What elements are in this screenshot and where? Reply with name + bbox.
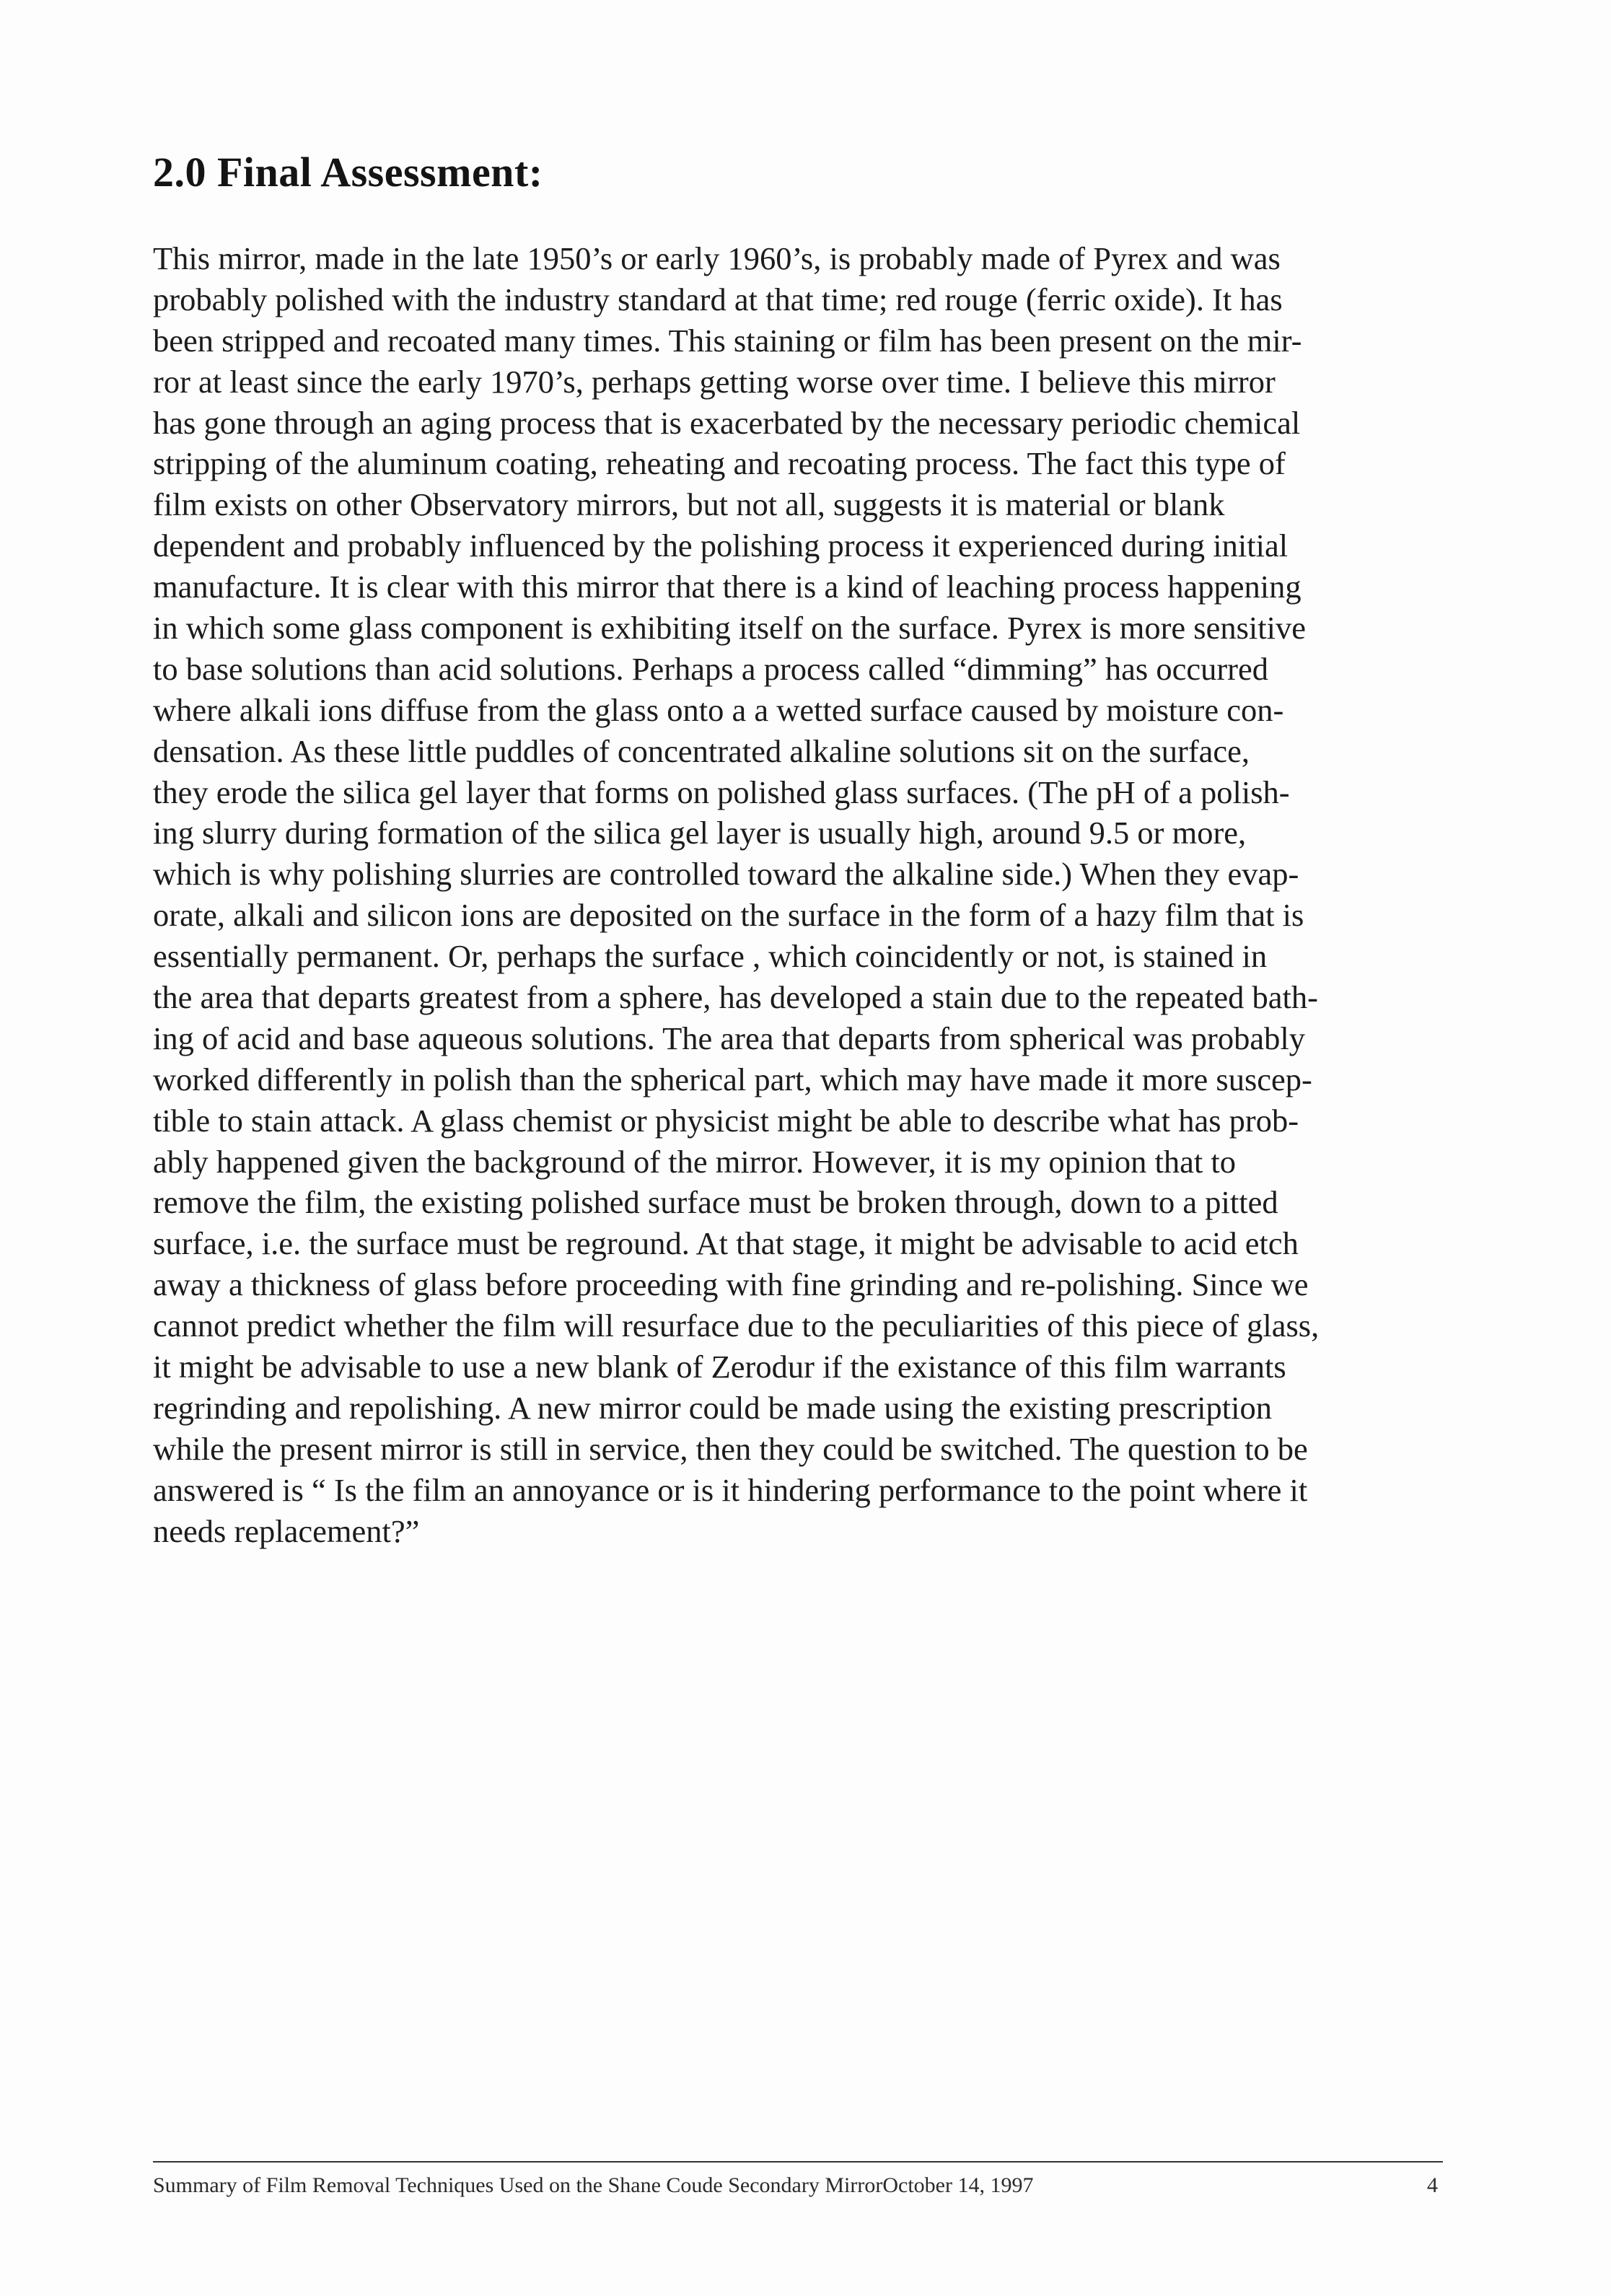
footer-title: Summary of Film Removal Techniques Used on the Shane Coude Secondary MirrorOctober 14, 1997 (153, 2173, 1034, 2197)
paragraph-line: to base solutions than acid solutions. Perhaps a process called “dimming” has occurred (153, 650, 1268, 687)
paragraph-line: been stripped and recoated many times. This staining or film has been present on the mir- (153, 322, 1302, 359)
paragraph-line: where alkali ions diffuse from the glass onto a a wetted surface caused by moisture con- (153, 691, 1284, 728)
paragraph-line: stripping of the aluminum coating, reheating and recoating process. The fact this type of (153, 445, 1286, 482)
paragraph-line: essentially permanent. Or, perhaps the surface , which coincidently or not, is stained in (153, 938, 1268, 975)
paragraph-line: ror at least since the early 1970’s, perhaps getting worse over time. I believe this mirror (153, 363, 1276, 400)
paragraph-line: regrinding and repolishing. A new mirror could be made using the existing prescription (153, 1389, 1273, 1426)
paragraph-line: densation. As these little puddles of concentrated alkaline solutions sit on the surface, (153, 732, 1250, 769)
paragraph-line: they erode the silica gel layer that forms on polished glass surfaces. (The pH of a polish- (153, 774, 1290, 810)
paragraph-line: cannot predict whether the film will resurface due to the peculiarities of this piece of glass, (153, 1307, 1320, 1344)
paragraph-line: the area that departs greatest from a sphere, has developed a stain due to the repeated bath- (153, 979, 1318, 1016)
paragraph-line: ing slurry during formation of the silica gel layer is usually high, around 9.5 or more, (153, 815, 1247, 851)
paragraph-line: ing of acid and base aqueous solutions. The area that departs from spherical was probably (153, 1020, 1305, 1056)
paragraph-line: while the present mirror is still in service, then they could be switched. The question to be (153, 1430, 1308, 1467)
paragraph-line: surface, i.e. the surface must be reground. At that stage, it might be advisable to acid etch (153, 1225, 1299, 1262)
paragraph-line: in which some glass component is exhibiting itself on the surface. Pyrex is more sensitive (153, 610, 1307, 647)
paragraph-line: orate, alkali and silicon ions are deposited on the surface in the form of a hazy film that is (153, 897, 1304, 934)
paragraph-line: remove the film, the existing polished surface must be broken through, down to a pitted (153, 1184, 1278, 1221)
footer-divider (153, 2161, 1443, 2163)
paragraph-line: probably polished with the industry standard at that time; red rouge (ferric oxide). It has (153, 281, 1283, 317)
paragraph-line: film exists on other Observatory mirrors, but not all, suggests it is material or blank (153, 486, 1225, 523)
paragraph-line: away a thickness of glass before proceeding with fine grinding and re-polishing. Since we (153, 1266, 1309, 1303)
paragraph-line: dependent and probably influenced by the polishing process it experienced during initial (153, 527, 1289, 564)
paragraph-line: tible to stain attack. A glass chemist or physicist might be able to describe what has prob- (153, 1102, 1299, 1139)
assessment-paragraph (153, 238, 1452, 1552)
paragraph-line: it might be advisable to use a new blank of Zerodur if the existance of this film warrants (153, 1349, 1286, 1385)
paragraph-line: ably happened given the background of the mirror. However, it is my opinion that to (153, 1143, 1236, 1180)
paragraph-line: needs replacement?” (153, 1512, 420, 1549)
paragraph-line: manufacture. It is clear with this mirror that there is a kind of leaching process happening (153, 569, 1301, 605)
page-number: 4 (1427, 2173, 1438, 2197)
paragraph-line: which is why polishing slurries are controlled toward the alkaline side.) When they evap- (153, 856, 1299, 893)
paragraph-line: This mirror, made in the late 1950’s or early 1960’s, is probably made of Pyrex and was (153, 240, 1281, 276)
paragraph-line: answered is “ Is the film an annoyance or is it hindering performance to the point where it (153, 1471, 1308, 1508)
paragraph-line: has gone through an aging process that is exacerbated by the necessary periodic chemical (153, 404, 1301, 441)
paragraph-line: worked differently in polish than the spherical part, which may have made it more suscep- (153, 1061, 1312, 1097)
section-heading: 2.0 Final Assessment: (153, 149, 543, 196)
